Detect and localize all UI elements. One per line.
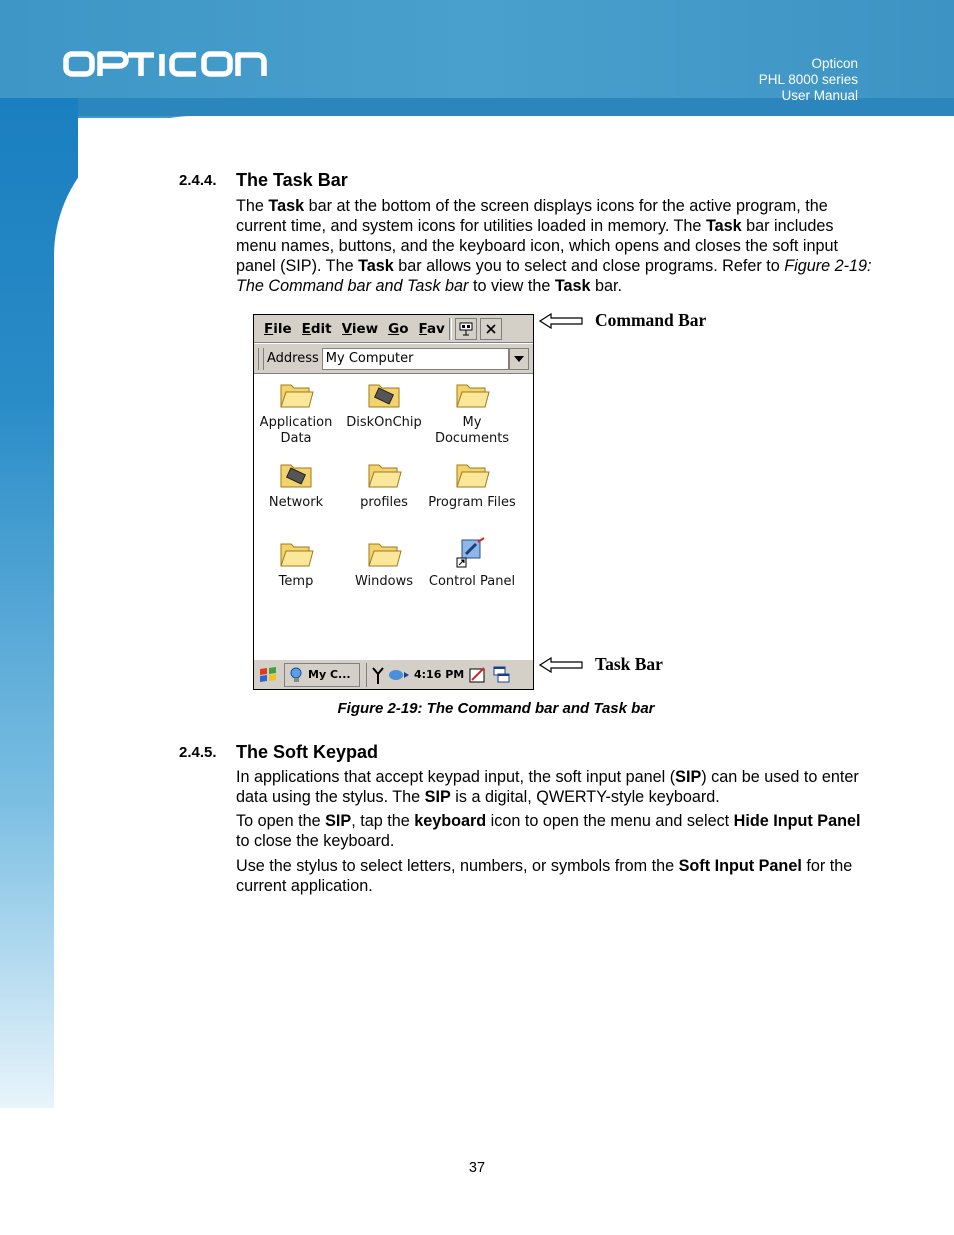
command-separator <box>449 318 452 340</box>
windows-stack-icon <box>493 666 511 684</box>
section-title: The Task Bar <box>236 170 348 190</box>
menu-go[interactable]: Go <box>388 320 409 337</box>
callout-command-bar <box>539 310 706 331</box>
arrow-left-icon <box>539 657 583 673</box>
file-item-label: DiskOnChip <box>346 415 422 430</box>
folder-icon <box>454 377 490 411</box>
file-item-label: Application Data <box>259 415 333 446</box>
file-item-temp[interactable] <box>252 536 340 590</box>
network-folder-icon <box>278 457 314 491</box>
close-icon <box>485 323 497 335</box>
menu-file[interactable]: File <box>264 320 292 337</box>
clock[interactable]: 4:16 PM <box>414 668 465 681</box>
command-bar <box>254 315 533 343</box>
callout-task-bar <box>539 654 663 675</box>
file-item-label: Program Files <box>428 495 516 510</box>
menu-view[interactable]: View <box>341 320 379 337</box>
start-button[interactable] <box>256 663 280 687</box>
file-item-label: Windows <box>354 574 414 589</box>
toolbar-toggle-button[interactable] <box>455 318 477 340</box>
disk-folder-icon <box>366 377 402 411</box>
system-tray <box>366 663 464 687</box>
computer-icon <box>289 667 305 683</box>
section-title: The Soft Keypad <box>236 742 379 762</box>
taskbar-app-button[interactable] <box>284 663 360 687</box>
keyboard-pen-icon <box>469 666 487 684</box>
callout-command-bar-label: Command Bar <box>595 310 707 330</box>
file-item-diskonchip[interactable] <box>340 377 428 431</box>
close-button[interactable] <box>480 318 502 340</box>
folder-icon <box>366 536 402 570</box>
header-product: PHL 8000 series <box>758 72 858 87</box>
menu-edit[interactable]: Edit <box>301 320 332 337</box>
folder-icon <box>454 457 490 491</box>
header-company: Opticon <box>811 56 858 71</box>
section-paragraph: The Task bar at the bottom of the screen displays icons for the active program, the current time, and system icons for utilities loaded in memory. The Task bar includes menu names, buttons, and the keyboard icon, which opens and closes the soft input panel (SIP). The Task bar allows you to select and close programs. Refer to Figure 2-19: The Command bar and Task bar to view the Task bar. <box>236 197 872 295</box>
opticon-logo <box>62 48 294 80</box>
file-item-label: profiles <box>360 495 408 510</box>
page-number: 37 <box>468 1160 486 1176</box>
address-dropdown-button[interactable] <box>509 348 529 370</box>
file-item-control-panel[interactable] <box>428 536 516 590</box>
file-item-network[interactable] <box>252 457 340 511</box>
address-bar <box>254 344 533 374</box>
file-item-application-data[interactable] <box>252 377 340 447</box>
header-info <box>759 56 858 104</box>
folder-icon <box>366 457 402 491</box>
address-input[interactable]: My Computer <box>322 348 509 370</box>
file-item-label: Temp <box>278 574 314 589</box>
file-item-my-documents[interactable] <box>428 377 516 447</box>
file-item-program-files[interactable] <box>428 457 516 511</box>
file-item-windows[interactable] <box>340 536 428 590</box>
task-bar <box>254 659 533 689</box>
file-item-label: Network <box>268 495 324 510</box>
desktop-button[interactable] <box>492 665 512 685</box>
address-grip[interactable] <box>258 348 264 370</box>
device-screenshot <box>253 314 534 690</box>
sip-keyboard-button[interactable] <box>468 665 488 685</box>
section-paragraph: Use the stylus to select letters, numbers, or symbols from the Soft Input Panel for the current application. <box>236 857 853 895</box>
file-item-profiles[interactable] <box>340 457 428 511</box>
chevron-down-icon <box>514 356 524 362</box>
file-item-label: Control Panel <box>428 574 516 589</box>
folder-icon <box>278 536 314 570</box>
figure-caption: Figure 2-19: The Command bar and Task bar <box>337 700 655 717</box>
antenna-icon[interactable] <box>371 666 385 684</box>
toolbar-icon <box>459 322 473 336</box>
address-label: Address <box>267 351 319 366</box>
taskbar-app-label: My C... <box>308 668 351 681</box>
section-number: 2.4.5. <box>179 744 217 761</box>
network-icon[interactable] <box>388 667 410 683</box>
arrow-left-icon <box>539 313 583 329</box>
header-doc-type: User Manual <box>781 88 858 103</box>
section-paragraph: In applications that accept keypad input, the soft input panel (SIP) can be used to enter data using the stylus. The SIP is a digital, QWERTY-style keyboard. <box>236 768 859 806</box>
file-item-label: My Documents <box>434 415 510 446</box>
menu-favorites[interactable]: Fav <box>418 320 445 337</box>
windows-flag-icon <box>258 665 278 685</box>
section-paragraph: To open the SIP, tap the keyboard icon to open the menu and select Hide Input Panel to close the keyboard. <box>236 812 861 850</box>
callout-task-bar-label: Task Bar <box>595 654 663 674</box>
folder-icon <box>278 377 314 411</box>
control-panel-icon <box>454 536 490 570</box>
section-number: 2.4.4. <box>179 172 217 189</box>
